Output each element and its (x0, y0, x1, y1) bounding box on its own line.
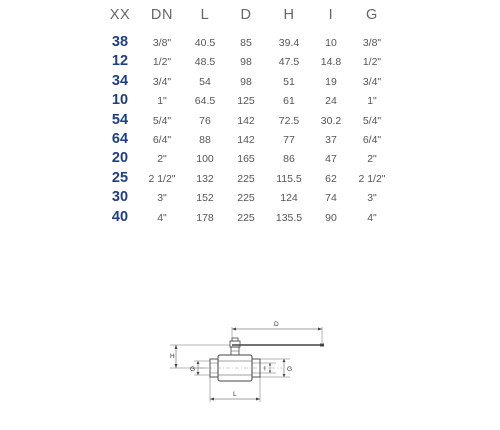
cell-g: 3" (367, 192, 377, 205)
row-code: 54 (111, 111, 129, 128)
cell-d: 142 (237, 114, 255, 127)
cell-g: 3/4" (362, 75, 382, 88)
cell-dn: 1/2" (152, 56, 172, 69)
cell-d: 165 (237, 153, 255, 166)
dimension-h (170, 345, 230, 368)
cell-d: 98 (240, 56, 252, 69)
row-code: 38 (111, 34, 129, 50)
cell-g: 4" (367, 211, 377, 224)
column-header-l: L (200, 7, 210, 23)
row-code: 25 (111, 169, 129, 186)
cell-h: 124 (280, 192, 298, 205)
cell-l: 54 (199, 75, 211, 88)
valve-handle (230, 338, 324, 347)
row-code: 34 (111, 72, 129, 89)
dimension-d (232, 321, 322, 343)
cell-i: 30.2 (320, 114, 342, 127)
cell-h: 61 (283, 95, 295, 108)
cell-d: 225 (237, 211, 255, 224)
cell-i: 74 (325, 192, 337, 205)
cell-l: 132 (196, 172, 214, 185)
cell-h: 72.5 (278, 114, 300, 127)
row-code: 40 (111, 208, 129, 225)
cell-i: 14.8 (320, 56, 342, 69)
cell-dn: 6/4" (152, 134, 172, 146)
cell-d: 142 (237, 134, 255, 146)
cell-h: 51 (283, 75, 295, 88)
cell-l: 152 (196, 192, 214, 205)
cell-dn: 3/4" (152, 75, 172, 88)
cell-dn: 5/4" (152, 114, 172, 127)
cell-d: 85 (240, 37, 252, 49)
cell-g: 1" (367, 95, 377, 108)
cell-g: 2" (367, 153, 377, 166)
cell-dn: 2" (157, 153, 167, 166)
valve-stem (231, 347, 239, 355)
cell-h: 47.5 (278, 56, 300, 69)
row-code: 30 (111, 189, 129, 206)
cell-g: 6/4" (362, 134, 382, 146)
label-g-right: G (287, 366, 293, 373)
row-code: 20 (111, 150, 129, 167)
cell-d: 225 (237, 192, 255, 205)
cell-l: 100 (196, 153, 214, 166)
column-header-i: I (328, 7, 334, 23)
cell-l: 178 (196, 211, 214, 224)
cell-d: 225 (237, 172, 255, 185)
column-header-xx: XX (109, 7, 131, 23)
cell-i: 47 (325, 153, 337, 166)
cell-i: 62 (325, 172, 337, 185)
label-d: D (274, 321, 279, 328)
column-header-d: D (240, 7, 252, 23)
cell-i: 10 (325, 37, 337, 49)
row-code: 10 (111, 92, 129, 109)
label-l: L (233, 391, 237, 398)
cell-dn: 3" (157, 192, 167, 205)
cell-l: 64.5 (194, 95, 216, 108)
ball-valve-dimension-drawing (150, 305, 350, 415)
cell-h: 77 (283, 134, 295, 146)
cell-h: 135.5 (275, 211, 303, 224)
cell-h: 39.4 (278, 37, 300, 49)
column-header-h: H (283, 7, 295, 23)
cell-l: 40.5 (194, 37, 216, 49)
cell-d: 125 (237, 95, 255, 108)
cell-dn: 1" (157, 95, 167, 108)
cell-h: 86 (283, 153, 295, 166)
cell-dn: 3/8" (152, 37, 172, 49)
cell-dn: 2 1/2" (148, 172, 176, 185)
column-header-dn: DN (150, 7, 174, 23)
row-code: 12 (111, 53, 129, 70)
cell-g: 2 1/2" (358, 172, 386, 185)
cell-g: 5/4" (362, 114, 382, 127)
cell-l: 76 (199, 114, 211, 127)
label-i: I (264, 365, 266, 373)
cell-i: 19 (325, 75, 337, 88)
cell-l: 88 (199, 134, 211, 146)
cell-g: 3/8" (362, 37, 382, 49)
row-code: 64 (111, 131, 129, 147)
cell-i: 24 (325, 95, 337, 108)
cell-dn: 4" (157, 211, 167, 224)
cell-d: 98 (240, 75, 252, 88)
cell-i: 90 (325, 211, 337, 224)
column-header-g: G (366, 7, 378, 23)
label-g-left: G (190, 366, 196, 373)
label-h: H (170, 353, 175, 360)
cell-h: 115.5 (276, 172, 302, 185)
cell-i: 37 (325, 134, 337, 146)
cell-g: 1/2" (362, 56, 382, 69)
cell-l: 48.5 (194, 56, 216, 69)
